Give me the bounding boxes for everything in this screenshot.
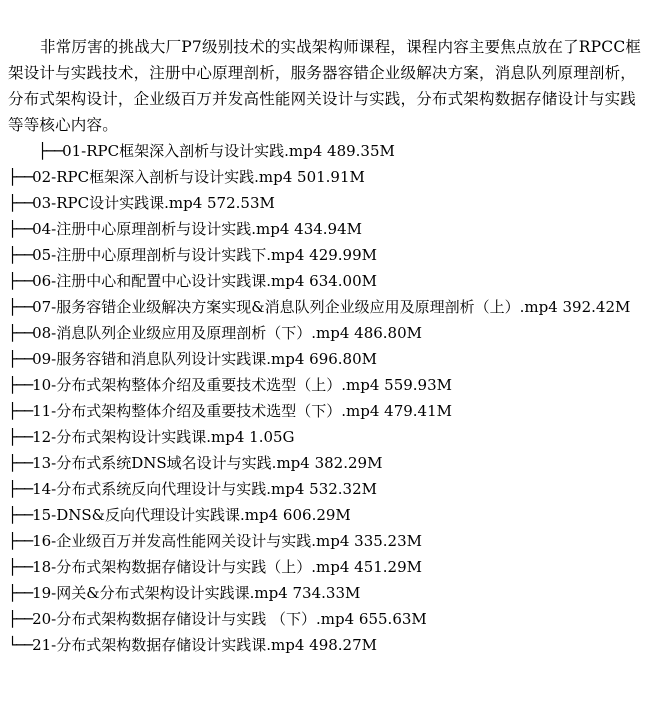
file-entry: 09-服务容错和消息队列设计实践课.mp4 696.80M <box>32 350 378 368</box>
file-tree-item <box>8 632 644 658</box>
file-entry: 16-企业级百万并发高性能网关设计与实践.mp4 335.23M <box>32 532 423 550</box>
file-entry: 02-RPC框架深入剖析与设计实践.mp4 501.91M <box>32 168 365 186</box>
file-tree-item <box>8 424 644 450</box>
tree-branch-glyph: ├── <box>8 506 33 524</box>
file-tree-item <box>8 346 644 372</box>
file-entry: 20-分布式架构数据存储设计与实践 （下）.mp4 655.63M <box>32 610 427 628</box>
file-tree-item <box>8 138 644 164</box>
tree-branch-glyph: ├── <box>8 298 33 316</box>
document-body <box>8 34 644 658</box>
tree-branch-glyph: └── <box>8 636 33 654</box>
tree-branch-glyph: ├── <box>8 610 33 628</box>
file-entry: 12-分布式架构设计实践课.mp4 1.05G <box>32 428 295 446</box>
file-entry: 03-RPC设计实践课.mp4 572.53M <box>32 194 275 212</box>
file-tree-item <box>8 398 644 424</box>
file-tree-item <box>8 372 644 398</box>
file-tree-item <box>8 554 644 580</box>
file-entry: 06-注册中心和配置中心设计实践课.mp4 634.00M <box>32 272 378 290</box>
file-entry: 01-RPC框架深入剖析与设计实践.mp4 489.35M <box>62 142 395 160</box>
file-tree-item <box>8 294 644 320</box>
tree-branch-glyph: ├── <box>8 194 33 212</box>
tree-branch-glyph: ├── <box>8 558 33 576</box>
file-entry: 07-服务容错企业级解决方案实现&消息队列企业级应用及原理剖析（上）.mp4 392.42M <box>32 298 631 316</box>
file-tree-item <box>8 528 644 554</box>
tree-branch-glyph: ├── <box>8 350 33 368</box>
tree-branch-glyph: ├── <box>8 376 33 394</box>
file-tree-item <box>8 502 644 528</box>
file-entry: 18-分布式架构数据存储设计与实践（上）.mp4 451.29M <box>32 558 423 576</box>
file-tree <box>8 138 644 658</box>
file-tree-item <box>8 476 644 502</box>
file-entry: 11-分布式架构整体介绍及重要技术选型（下）.mp4 479.41M <box>32 402 453 420</box>
tree-branch-glyph: ├── <box>8 168 33 186</box>
tree-branch-glyph: ├── <box>38 142 63 160</box>
file-entry: 14-分布式系统反向代理设计与实践.mp4 532.32M <box>32 480 378 498</box>
file-entry: 15-DNS&反向代理设计实践课.mp4 606.29M <box>32 506 351 524</box>
tree-branch-glyph: ├── <box>8 584 33 602</box>
tree-branch-glyph: ├── <box>8 402 33 420</box>
file-entry: 13-分布式系统DNS域名设计与实践.mp4 382.29M <box>32 454 383 472</box>
file-tree-item <box>8 268 644 294</box>
file-tree-item <box>8 580 644 606</box>
tree-branch-glyph: ├── <box>8 480 33 498</box>
file-entry: 05-注册中心原理剖析与设计实践下.mp4 429.99M <box>32 246 378 264</box>
tree-branch-glyph: ├── <box>8 454 33 472</box>
tree-branch-glyph: ├── <box>8 324 33 342</box>
file-entry: 10-分布式架构整体介绍及重要技术选型（上）.mp4 559.93M <box>32 376 453 394</box>
file-tree-item <box>8 242 644 268</box>
tree-branch-glyph: ├── <box>8 428 33 446</box>
file-tree-item <box>8 450 644 476</box>
tree-branch-glyph: ├── <box>8 220 33 238</box>
file-tree-item <box>8 190 644 216</box>
file-tree-item <box>8 216 644 242</box>
tree-branch-glyph: ├── <box>8 532 33 550</box>
intro-paragraph: 非常厉害的挑战大厂P7级别技术的实战架构师课程，课程内容主要焦点放在了RPCC框架设计与实践技术，注册中心原理剖析，服务器容错企业级解决方案，消息队列原理剖析，分布式架构设计，企业级百万并发高性能网关设计与实践，分布式架构数据存储设计与实践等等核心内容。 <box>8 38 642 134</box>
file-entry: 04-注册中心原理剖析与设计实践.mp4 434.94M <box>32 220 362 238</box>
file-entry: 08-消息队列企业级应用及原理剖析（下）.mp4 486.80M <box>32 324 423 342</box>
file-tree-item <box>8 606 644 632</box>
file-entry: 19-网关&分布式架构设计实践课.mp4 734.33M <box>32 584 361 602</box>
file-tree-item <box>8 164 644 190</box>
tree-branch-glyph: ├── <box>8 246 33 264</box>
file-tree-item <box>8 320 644 346</box>
tree-branch-glyph: ├── <box>8 272 33 290</box>
file-entry: 21-分布式架构数据存储设计实践课.mp4 498.27M <box>32 636 378 654</box>
